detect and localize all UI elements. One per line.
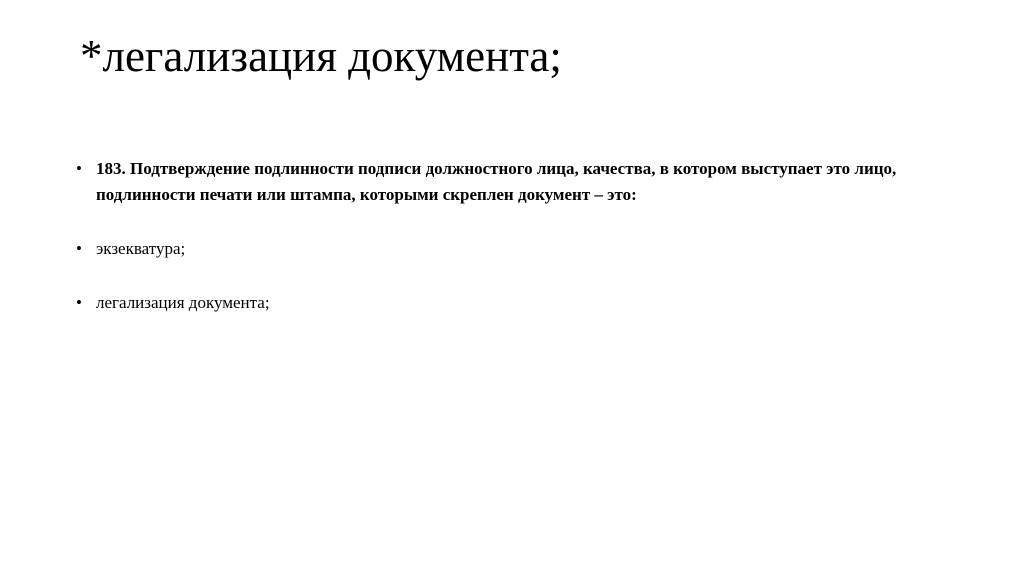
bullet-icon: • xyxy=(76,293,82,312)
slide-title: *легализация документа; xyxy=(80,31,562,81)
option-item xyxy=(76,290,956,316)
question-item xyxy=(76,156,956,208)
option-text: легализация документа; xyxy=(96,293,270,312)
bullet-icon: • xyxy=(76,239,82,258)
question-text: 183. Подтверждение подлинности подписи должностного лица, качества, в котором выступает это лицо, подлинности печати или штампа, которыми скреплен документ – это: xyxy=(96,159,897,204)
option-text: экзекватура; xyxy=(96,239,186,258)
bullet-icon: • xyxy=(76,159,82,178)
option-item xyxy=(76,236,956,262)
bullet-list xyxy=(76,156,956,316)
